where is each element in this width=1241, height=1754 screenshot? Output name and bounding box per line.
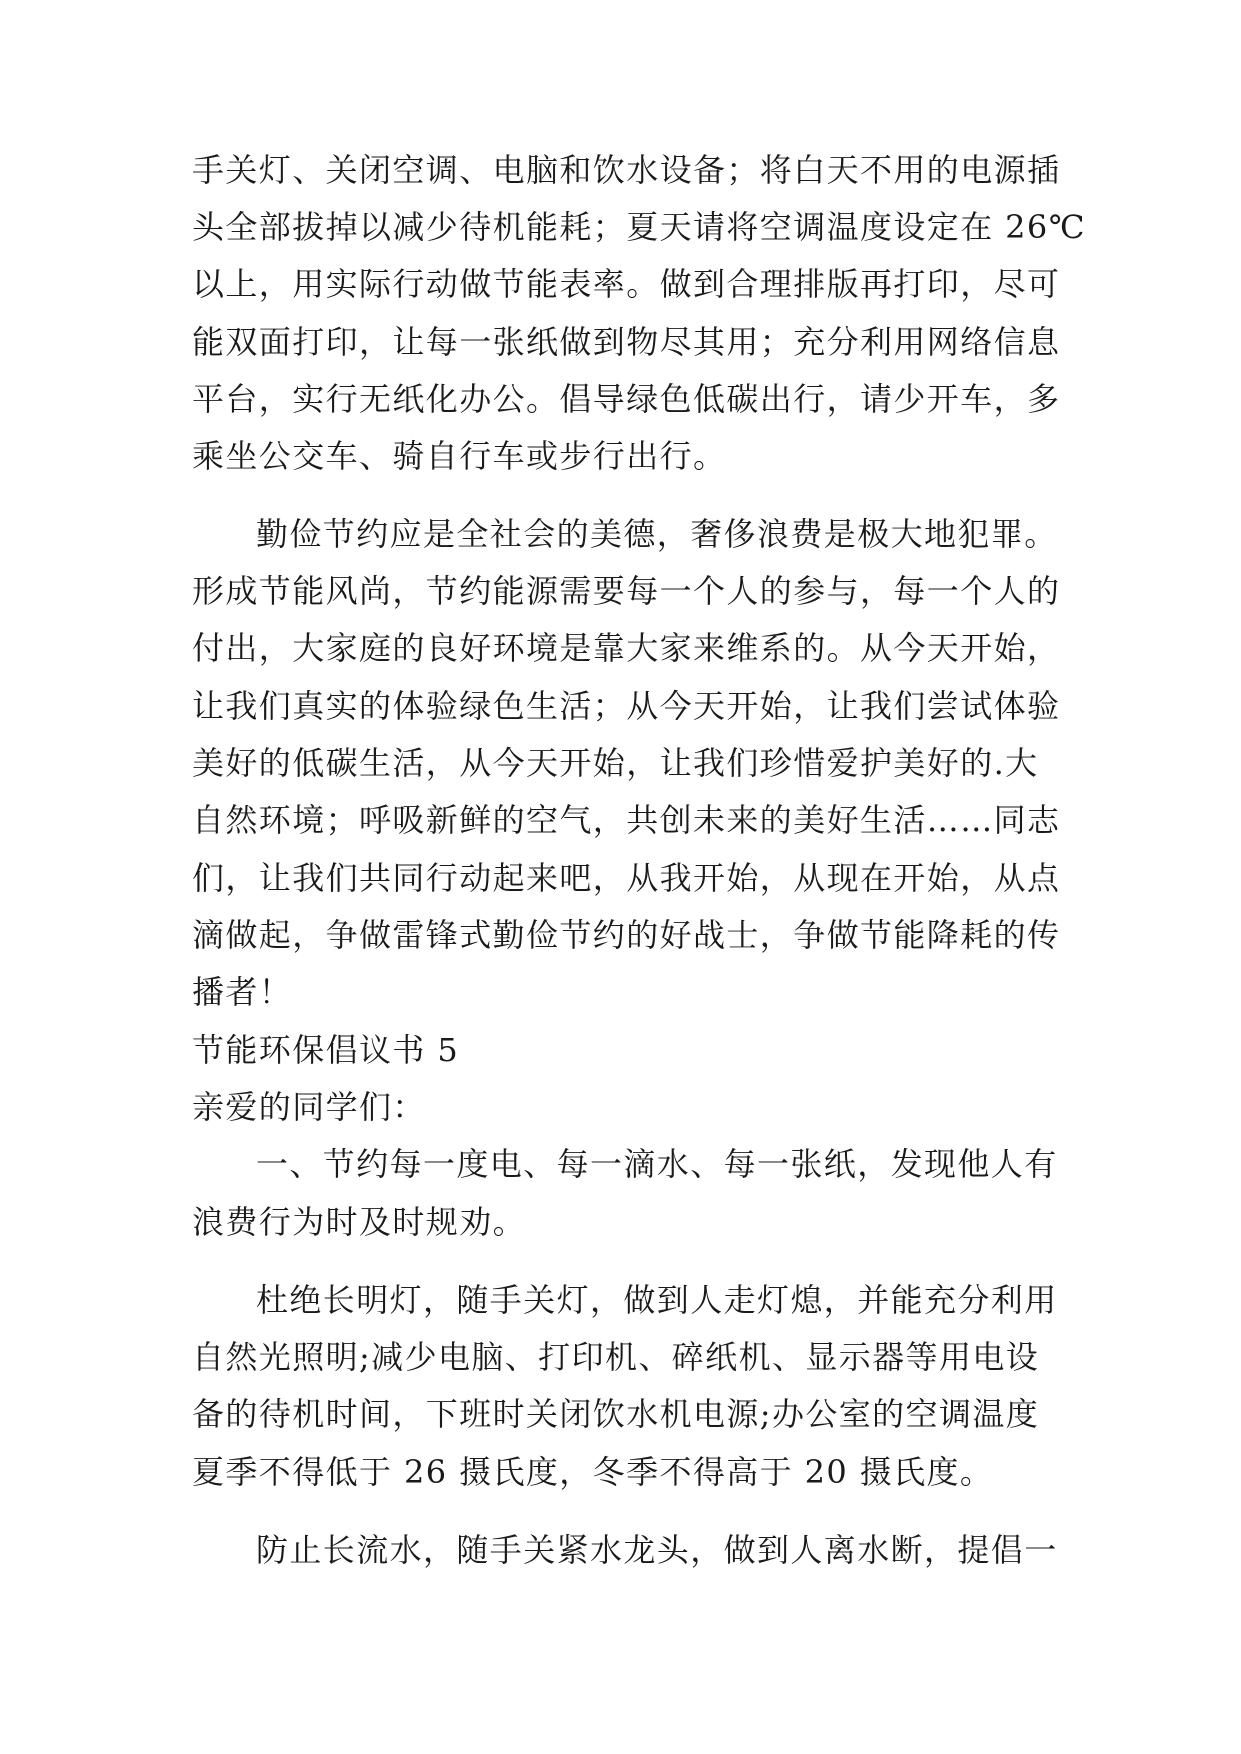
text-line: 付出，大家庭的良好环境是靠大家来维系的。从今天开始， <box>192 629 1061 667</box>
text-line: 自然光照明;减少电脑、打印机、碎纸机、显示器等用电设 <box>192 1338 1040 1376</box>
text-line: 滴做起，争做雷锋式勤俭节约的好战士，争做节能降耗的传 <box>192 916 1061 954</box>
text-line: 让我们真实的体验绿色生活；从今天开始，让我们尝试体验 <box>192 687 1061 725</box>
text-line: 乘坐公交车、骑自行车或步行出行。 <box>192 437 727 475</box>
paragraph-first-line: 杜绝长明灯，随手关灯，做到人走灯熄，并能充分利用 <box>256 1281 1058 1319</box>
text-line: 自然环境；呼吸新鲜的空气，共创未来的美好生活……同志 <box>192 801 1061 839</box>
text-line: 形成节能风尚，节约能源需要每一个人的参与，每一个人的 <box>192 572 1061 610</box>
text-line: 们，让我们共同行动起来吧，从我开始，从现在开始，从点 <box>192 859 1061 897</box>
text-line: 夏季不得低于 26 摄氏度，冬季不得高于 20 摄氏度。 <box>192 1453 994 1491</box>
salutation: 亲爱的同学们： <box>192 1088 426 1126</box>
text-line: 能双面打印，让每一张纸做到物尽其用；充分利用网络信息 <box>192 323 1061 361</box>
text-line: 头全部拔掉以减少待机能耗；夏天请将空调温度设定在 26℃ <box>192 208 1086 246</box>
text-line: 以上，用实际行动做节能表率。做到合理排版再打印，尽可 <box>192 265 1061 303</box>
text-line: 手关灯、关闭空调、电脑和饮水设备；将白天不用的电源插 <box>192 151 1061 189</box>
text-line: 播者！ <box>192 973 293 1011</box>
text-line: 浪费行为时及时规劝。 <box>192 1203 527 1241</box>
text-line: 平台，实行无纸化办公。倡导绿色低碳出行，请少开车，多 <box>192 380 1061 418</box>
paragraph-first-line: 一、节约每一度电、每一滴水、每一张纸，发现他人有 <box>256 1145 1058 1183</box>
paragraph-first-line: 勤俭节约应是全社会的美德，奢侈浪费是极大地犯罪。 <box>256 515 1058 553</box>
text-line: 备的待机时间，下班时关闭饮水机电源;办公室的空调温度 <box>192 1395 1040 1433</box>
section-title: 节能环保倡议书 5 <box>192 1031 460 1069</box>
text-line: 美好的低碳生活，从今天开始，让我们珍惜爱护美好的.大 <box>192 744 1039 782</box>
paragraph-first-line: 防止长流水，随手关紧水龙头，做到人离水断，提倡一 <box>256 1531 1058 1569</box>
